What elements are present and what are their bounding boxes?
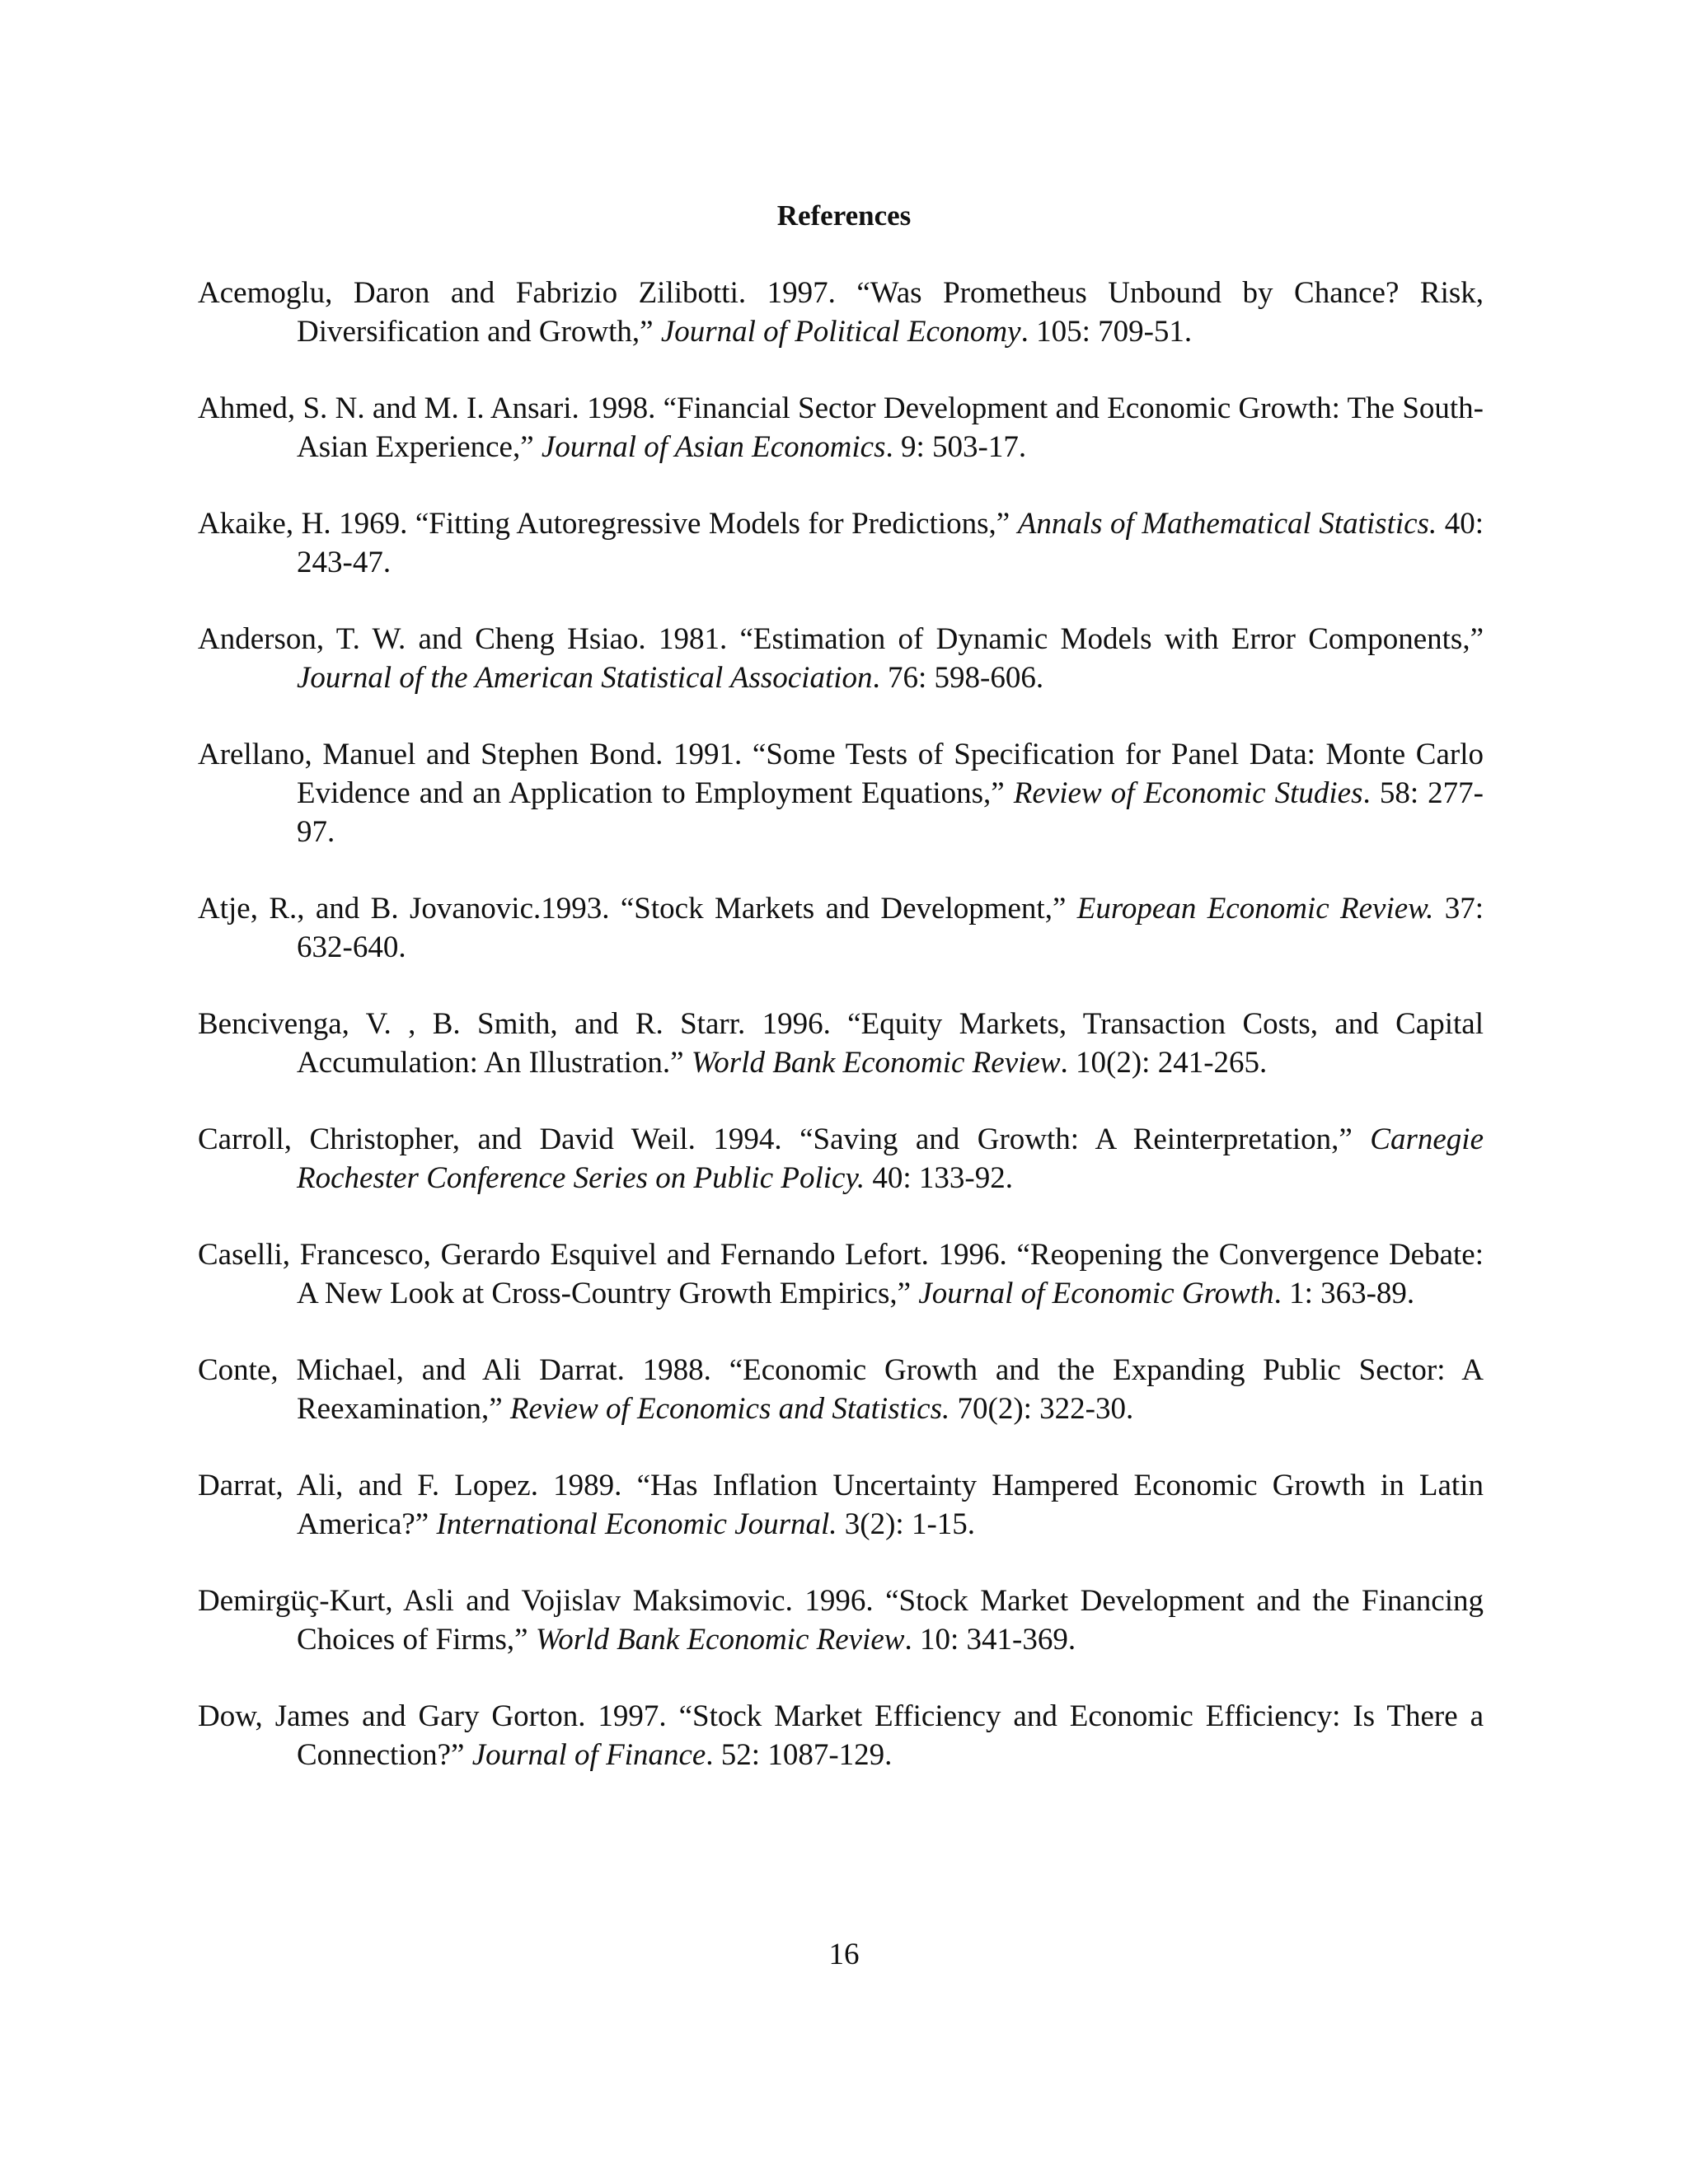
reference-text: Carroll, Christopher, and David Weil. 1994. “Saving and Growth: A Reinterpretation,” [198,1122,1371,1156]
reference-citation: . 9: 503-17. [885,430,1027,464]
reference-citation: . 10: 341-369. [904,1623,1076,1657]
reference-citation: 40: 133-92. [865,1161,1013,1195]
reference-entry [198,735,1484,851]
reference-journal: Journal of the American Statistical Association [297,661,873,695]
reference-entry [198,1582,1484,1659]
reference-journal: International Economic Journal. [436,1507,837,1541]
reference-list [198,274,1484,1812]
reference-journal: Annals of Mathematical Statistics. [1017,507,1437,541]
reference-entry [198,1351,1484,1428]
reference-text: Dow, James and Gary Gorton. 1997. “Stock Market Efficiency and Economic Efficiency: Is There a Connection?” [198,1699,1484,1772]
reference-entry [198,1120,1484,1197]
reference-entry [198,1005,1484,1082]
page-number: 16 [828,1938,860,1971]
reference-journal: Review of Economic Studies [1013,776,1363,810]
reference-text: Atje, R., and B. Jovanovic.1993. “Stock Markets and Development,” [198,892,1077,926]
reference-text: Bencivenga, V. , B. Smith, and R. Starr. 1996. “Equity Markets, Transaction Costs, and Capital Accumulation: An Illustration.” [198,1007,1484,1080]
reference-citation: . 1: 363-89. [1273,1277,1415,1310]
reference-entry [198,1697,1484,1774]
reference-journal: Carnegie Rochester Conference Series on Public Policy. [297,1122,1484,1195]
reference-text: Acemoglu, Daron and Fabrizio Zilibotti. 1997. “Was Prometheus Unbound by Chance? Risk, Diversification and Growth,” [198,276,1484,349]
reference-journal: Journal of Political Economy [660,315,1021,349]
reference-entry [198,889,1484,967]
reference-journal: European Economic Review. [1076,892,1434,926]
reference-text: Darrat, Ali, and F. Lopez. 1989. “Has Inflation Uncertainty Hampered Economic Growth in Latin America?” [198,1469,1484,1541]
reference-text: Conte, Michael, and Ali Darrat. 1988. “Economic Growth and the Expanding Public Sector: A Reexamination,” [198,1353,1484,1426]
reference-citation: . 10(2): 241-265. [1060,1046,1268,1080]
reference-citation: . 76: 598-606. [872,661,1044,695]
references-heading: References [776,199,912,232]
reference-text: Caselli, Francesco, Gerardo Esquivel and Fernando Lefort. 1996. “Reopening the Convergence Debate: A New Look at Cross-Country Growth Empirics,” [198,1238,1484,1310]
reference-citation: . 105: 709-51. [1020,315,1193,349]
reference-entry [198,504,1484,582]
reference-citation: 70(2): 322-30. [950,1392,1134,1426]
reference-citation: 3(2): 1-15. [837,1507,976,1541]
reference-journal: Journal of Asian Economics [541,430,886,464]
reference-citation: 40: 243-47. [297,507,1484,579]
reference-entry [198,620,1484,697]
reference-entry [198,1466,1484,1544]
reference-entry [198,274,1484,351]
reference-citation: . 58: 277-97. [297,776,1484,849]
reference-journal: World Bank Economic Review [691,1046,1061,1080]
reference-text: Ahmed, S. N. and M. I. Ansari. 1998. “Financial Sector Development and Economic Growth: The South-Asian Experience,” [198,391,1484,464]
reference-journal: Review of Economics and Statistics. [509,1392,950,1426]
reference-citation: . 52: 1087-129. [706,1738,893,1772]
reference-text: Arellano, Manuel and Stephen Bond. 1991. “Some Tests of Specification for Panel Data: Monte Carlo Evidence and an Application to Employment Equations,” [198,738,1484,810]
reference-entry [198,1235,1484,1313]
reference-journal: Journal of Economic Growth [918,1277,1274,1310]
reference-text: Anderson, T. W. and Cheng Hsiao. 1981. “Estimation of Dynamic Models with Error Components,” [198,622,1484,656]
reference-journal: World Bank Economic Review [535,1623,905,1657]
reference-text: Akaike, H. 1969. “Fitting Autoregressive Models for Predictions,” [198,507,1018,541]
reference-entry [198,389,1484,466]
reference-citation: 37: 632-640. [297,892,1484,964]
reference-text: Demirgüç-Kurt, Asli and Vojislav Maksimovic. 1996. “Stock Market Development and the Financing Choices of Firms,” [198,1584,1484,1657]
reference-journal: Journal of Finance [471,1738,706,1772]
